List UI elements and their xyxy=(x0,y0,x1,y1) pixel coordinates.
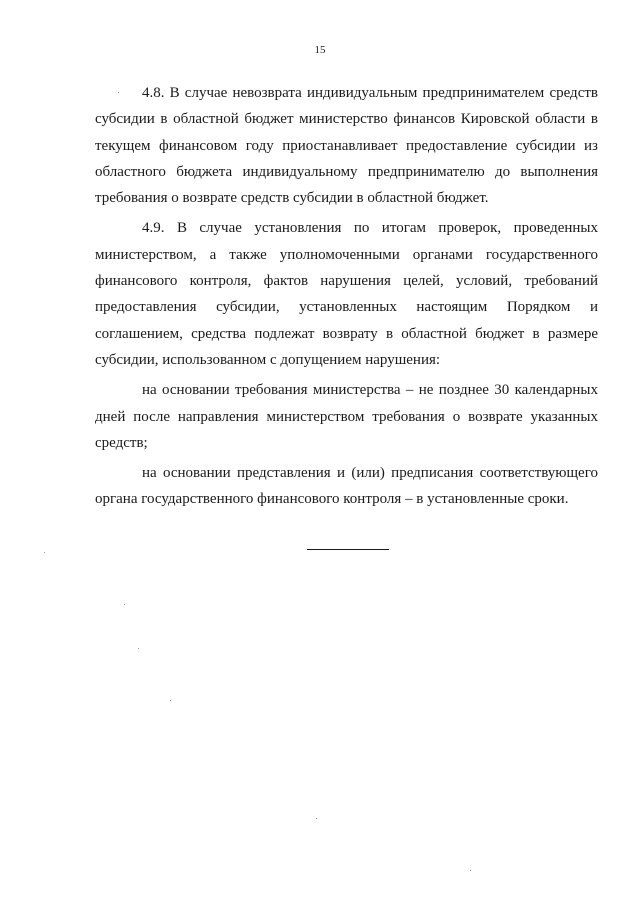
paragraph-ministry-requirement: на основании требования министерства – не позднее 30 календарных дней после направления министерством требования о возврате указанных средств; xyxy=(95,382,598,451)
scan-speck xyxy=(138,648,139,649)
paragraph-4-9: 4.9. В случае установления по итогам проверок, проведенных министерством, а также уполномоченными органами государственного финансового контроля, фактов нарушения целей, условий, требований предоставления субсидии, установленных настоящим Порядком и соглашением, средства подлежат возврату в областной бюджет в размере субсидии, использованном с допущением нарушения: xyxy=(95,220,598,368)
scan-speck xyxy=(124,604,125,605)
end-separator-line xyxy=(307,549,389,550)
page-number: 15 xyxy=(314,44,326,56)
scan-speck xyxy=(316,818,317,819)
document-body xyxy=(95,80,598,513)
scan-speck xyxy=(170,700,171,701)
scan-speck xyxy=(44,552,45,553)
scan-speck xyxy=(118,92,119,93)
paragraph-control-body-order: на основании представления и (или) предписания соответствующего органа государственного финансового контроля – в установленные сроки. xyxy=(95,465,598,508)
paragraph-4-8: 4.8. В случае невозврата индивидуальным предпринимателем средств субсидии в областной бюджет министерство финансов Кировской области в текущем финансовом году приостанавливает предоставление субсидии из областного бюджета индивидуальному предпринимателю до выполнения требования о возврате средств субсидии в областной бюджет. xyxy=(95,85,598,207)
scan-speck xyxy=(470,870,471,871)
